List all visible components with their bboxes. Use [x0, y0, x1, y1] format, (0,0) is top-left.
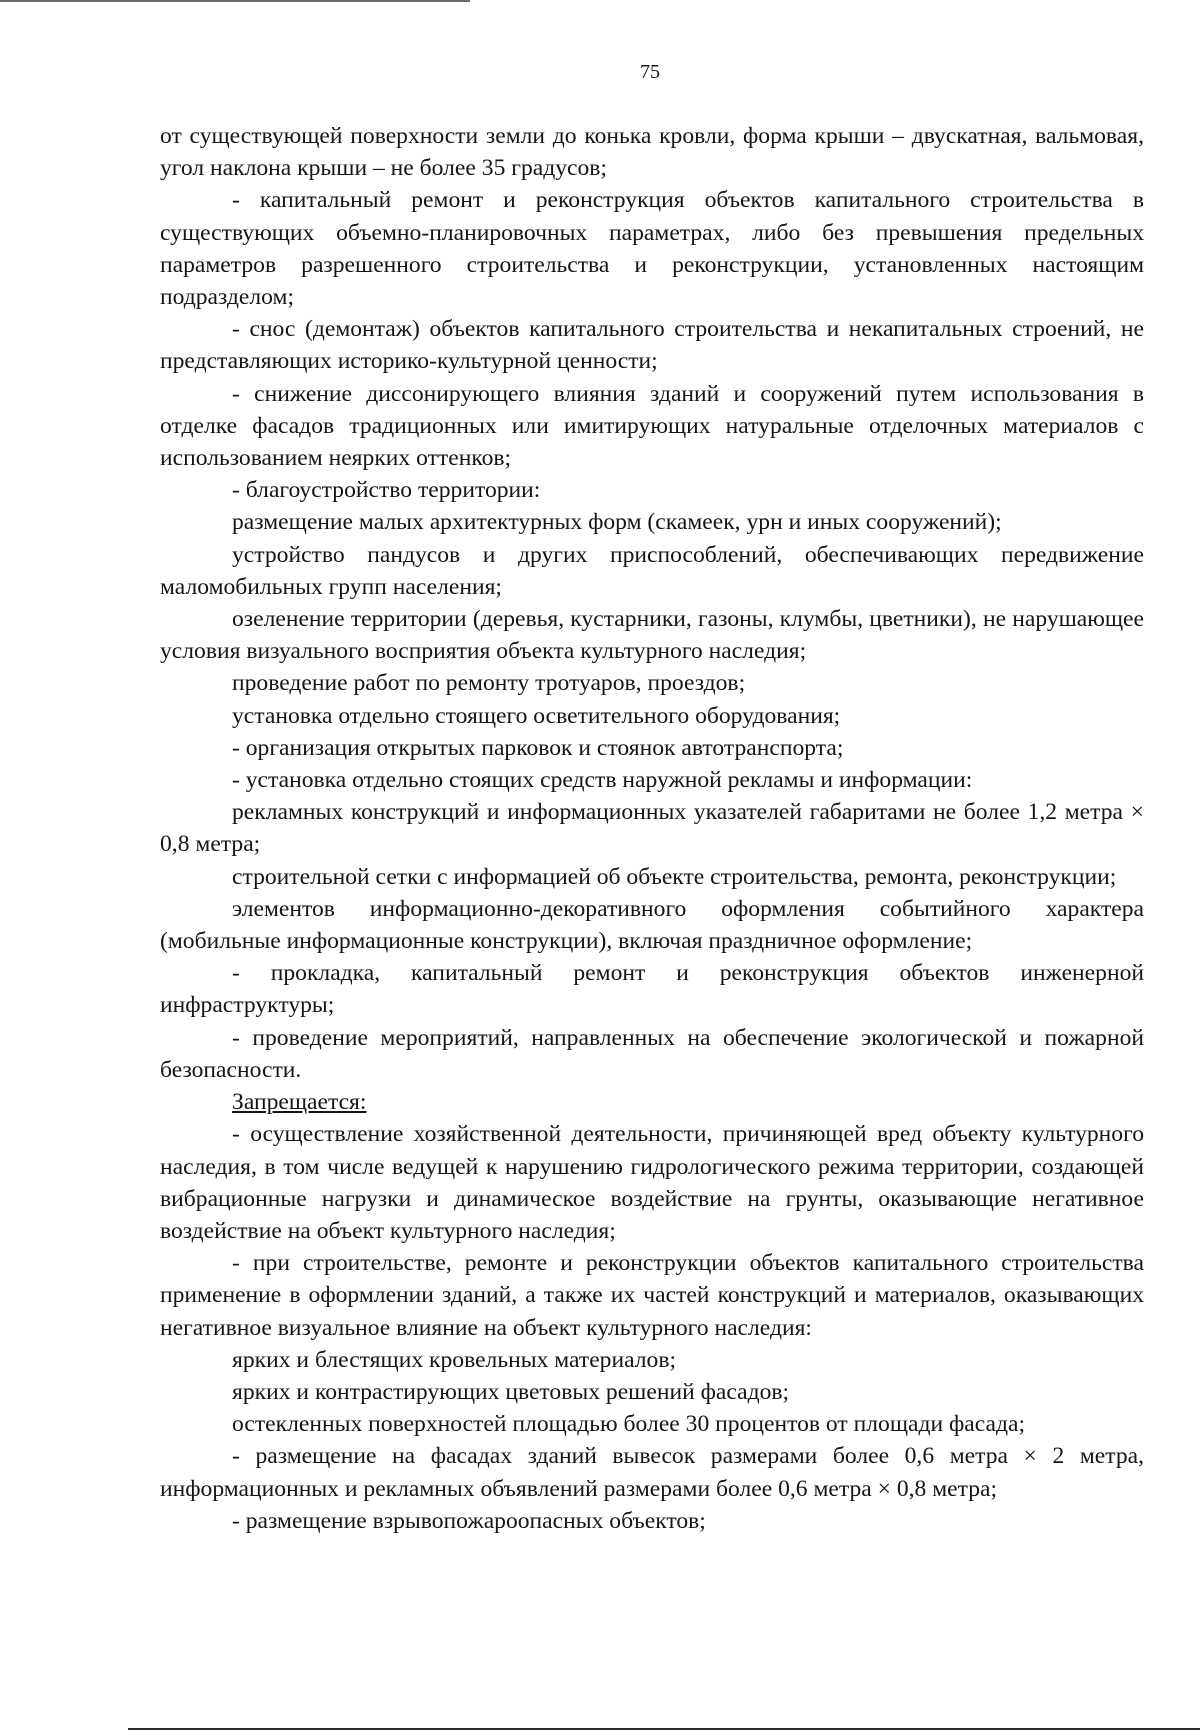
paragraph-landscaping: - благоустройство территории: [232, 477, 541, 504]
prohibited-heading-line [160, 1086, 1144, 1118]
paragraph-continuation: от существующей поверхности земли до конька кровли, форма крыши – двускатная, вальмовая, угол наклона крыши – не более 35 градусов; [160, 123, 1144, 182]
scan-edge-bottom [128, 1728, 1200, 1730]
prohibited-heading: Запрещается: [232, 1089, 367, 1116]
paragraph-decorative-elements: элементов информационно-декоративного оформления событийного характера (мобильные информационные конструкции), включая праздничное оформление; [160, 895, 1144, 955]
paragraph-harmful-activity: - осуществление хозяйственной деятельности, причиняющей вред объекту культурного наследия, в том числе ведущей к нарушению гидрологического режима территории, создающей вибрационные нагрузки и динамическое воздействие на грунты, оказывающие негативное воздействие на объект культурного наследия; [160, 1121, 1144, 1244]
paragraph-safety: - проведение мероприятий, направленных на обеспечение экологической и пожарной безопасности. [160, 1024, 1144, 1083]
paragraph-explosive-objects: - размещение взрывопожароопасных объектов; [232, 1507, 706, 1534]
paragraph-demolition: - снос (демонтаж) объектов капитального строительства и некапитальных строений, не представляющих историко-культурной ценности; [160, 316, 1144, 375]
paragraph-dissonance-reduction: - снижение диссонирующего влияния зданий и сооружений путем использования в отделке фасадов традиционных или имитирующих натуральные отделочных материалов с использованием неярких оттенков; [160, 380, 1144, 472]
document-body [160, 120, 1144, 1537]
paragraph-greening: озеленение территории (деревья, кустарники, газоны, клумбы, цветники), не нарушающее условия визуального восприятия объекта культурного наследия; [160, 606, 1144, 665]
paragraph-capital-repair: - капитальный ремонт и реконструкция объектов капитального строительства в существующих объемно-планировочных параметрах, либо без превышения предельных параметров разрешенного строительства и реконструкции, установленных настоящим подразделом; [160, 187, 1144, 311]
paragraph-parking: - организация открытых парковок и стоянок автотранспорта; [232, 734, 844, 761]
paragraph-lighting: установка отдельно стоящего осветительного оборудования; [232, 702, 841, 729]
paragraph-small-forms: размещение малых архитектурных форм (скамеек, урн и иных сооружений); [232, 509, 1002, 536]
paragraph-sidewalk-repair: проведение работ по ремонту тротуаров, проездов; [232, 670, 746, 697]
page-number: 75 [640, 61, 660, 83]
paragraph-bright-roofing: ярких и блестящих кровельных материалов; [232, 1346, 677, 1373]
paragraph-construction-mesh: строительной сетки с информацией об объекте строительства, ремонта, реконструкции; [232, 863, 1117, 890]
paragraph-glazing: остекленных поверхностей площадью более 30 процентов от площади фасада; [232, 1411, 1026, 1438]
scan-edge-top [0, 0, 470, 2]
paragraph-contrast-colors: ярких и контрастирующих цветовых решений фасадов; [232, 1378, 790, 1405]
paragraph-outdoor-advertising: - установка отдельно стоящих средств наружной рекламы и информации: [232, 767, 973, 794]
paragraph-ad-structures: рекламных конструкций и информационных указателей габаритами не более 1,2 метра × 0,8 метра; [160, 799, 1144, 858]
paragraph-signage-size: - размещение на фасадах зданий вывесок размерами более 0,6 метра × 2 метра, информационных и рекламных объявлений размерами более 0,6 метра × 0,8 метра; [160, 1443, 1144, 1502]
paragraph-negative-materials: - при строительстве, ремонте и реконструкции объектов капитального строительства применение в оформлении зданий, а также их частей конструкций и материалов, оказывающих негативное визуальное влияние на объект культурного наследия: [160, 1250, 1144, 1341]
paragraph-ramps: устройство пандусов и других приспособлений, обеспечивающих передвижение маломобильных групп населения; [160, 541, 1144, 600]
paragraph-infrastructure: - прокладка, капитальный ремонт и реконструкция объектов инженерной инфраструктуры; [160, 960, 1144, 1019]
